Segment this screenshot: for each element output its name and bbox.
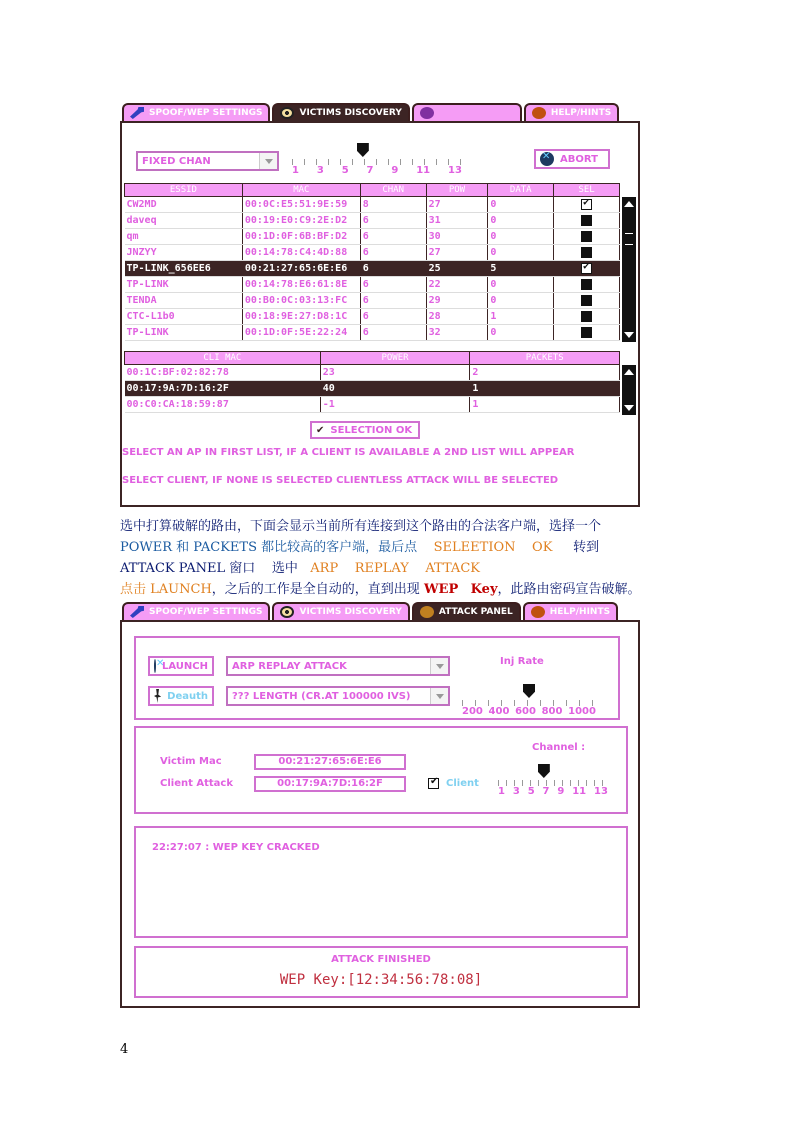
eye-icon	[280, 107, 294, 119]
tick-label: 13	[448, 165, 462, 176]
ap-cell-pow: 29	[426, 293, 488, 309]
select-checkbox[interactable]	[581, 279, 592, 290]
scroll-down-icon[interactable]	[624, 332, 634, 338]
doc-line-1: 选中打算破解的路由，下面会显示当前所有连接到这个路由的合法客户端，选择一个	[120, 519, 602, 534]
selection-ok-button[interactable]: ✔ SELECTION OK	[310, 421, 420, 439]
attack-channel-tick-labels	[498, 786, 608, 797]
tick-label: 400	[488, 706, 510, 717]
tab-spoof-wep-settings[interactable]: SPOOF/WEP SETTINGS	[122, 103, 270, 121]
deauth-button[interactable]: Deauth	[148, 686, 214, 706]
select-checkbox[interactable]	[581, 199, 592, 210]
ap-cell-essid: qm	[125, 229, 243, 245]
ap-table-row[interactable]	[125, 261, 620, 277]
chevron-down-icon	[430, 688, 448, 704]
gear-icon	[420, 606, 434, 618]
ap-cell-sel	[554, 213, 620, 229]
tick-label: 3	[316, 165, 324, 176]
ap-cell-sel	[554, 229, 620, 245]
help-icon	[532, 107, 546, 119]
client-cell-packets: 2	[470, 365, 620, 381]
ap-cell-data: 0	[488, 325, 554, 341]
select-checkbox[interactable]	[581, 215, 592, 226]
close-icon	[540, 152, 554, 166]
ap-cell-chan: 6	[360, 309, 426, 325]
ap-table-row[interactable]	[125, 245, 620, 261]
ap-table-row[interactable]	[125, 229, 620, 245]
ap-table-row[interactable]	[125, 309, 620, 325]
ap-cell-mac: 00:14:78:E6:61:8E	[242, 277, 360, 293]
tab-spoof-wep-settings[interactable]: SPOOF/WEP SETTINGS	[122, 602, 270, 620]
tick-label: 9	[391, 165, 399, 176]
ap-cell-data: 0	[488, 293, 554, 309]
ap-cell-data: 0	[488, 245, 554, 261]
client-table-row[interactable]	[125, 397, 620, 413]
wrench-icon	[130, 107, 144, 119]
eye-icon	[280, 606, 294, 618]
client-cell-power: -1	[320, 397, 470, 413]
ap-table-row[interactable]	[125, 197, 620, 213]
log-section	[134, 826, 628, 938]
ap-cell-chan: 6	[360, 293, 426, 309]
ap-cell-pow: 31	[426, 213, 488, 229]
ap-cell-sel	[554, 309, 620, 325]
tick-label: 11	[572, 786, 587, 797]
ap-cell-mac: 00:1D:0F:6B:BF:D2	[242, 229, 360, 245]
client-table-row[interactable]	[125, 365, 620, 381]
checkmark-icon: ✔	[316, 424, 325, 436]
ap-cell-data: 0	[488, 229, 554, 245]
select-checkbox[interactable]	[581, 311, 592, 322]
tick-label: 1000	[568, 706, 596, 717]
client-cell-power: 23	[320, 365, 470, 381]
ap-cell-pow: 32	[426, 325, 488, 341]
ap-table-row[interactable]	[125, 325, 620, 341]
ap-cell-chan: 6	[360, 261, 426, 277]
victim-mac-label: Victim Mac	[160, 756, 222, 767]
ap-scrollbar[interactable]	[622, 197, 636, 342]
tab-bar-2	[122, 602, 620, 620]
doc-line-4: 点击 LAUNCH，之后的工作是全自动的，直到出现 WEP Key，此路由密码宣告破解。	[120, 582, 641, 597]
tab-attack-panel[interactable]	[412, 103, 522, 121]
ap-cell-data: 0	[488, 277, 554, 293]
ap-cell-essid: TENDA	[125, 293, 243, 309]
ap-cell-mac: 00:18:9E:27:D8:1C	[242, 309, 360, 325]
client-cell-mac: 00:C0:CA:18:59:87	[125, 397, 321, 413]
tick-label: 800	[541, 706, 563, 717]
client-column-header[interactable]: POWER	[320, 352, 470, 365]
slider-thumb[interactable]	[357, 143, 369, 157]
client-attack-field[interactable]: 00:17:9A:7D:16:2F	[254, 776, 406, 792]
ap-table-row[interactable]	[125, 293, 620, 309]
tick-label: 11	[416, 165, 431, 176]
scroll-grip-icon	[625, 233, 633, 245]
tick-label: 1	[498, 786, 505, 797]
tab-victims-discovery[interactable]: VICTIMS DISCOVERY	[272, 602, 409, 620]
client-column-header[interactable]: CLI MAC	[125, 352, 321, 365]
ap-cell-chan: 6	[360, 277, 426, 293]
tab-attack-panel[interactable]: ATTACK PANEL	[412, 602, 521, 620]
length-select[interactable]: ??? LENGTH (CR.AT 100000 IVS)	[226, 686, 450, 706]
tick-label: 200	[462, 706, 483, 717]
scroll-up-icon[interactable]	[624, 201, 634, 207]
ap-column-header[interactable]: MAC	[242, 184, 360, 197]
attack-finished-label: ATTACK FINISHED	[331, 954, 431, 965]
slider-thumb[interactable]	[538, 764, 550, 778]
ap-cell-chan: 6	[360, 229, 426, 245]
ap-cell-chan: 8	[360, 197, 426, 213]
gear-icon	[420, 107, 434, 119]
help-icon	[531, 606, 545, 618]
ap-cell-mac: 00:14:78:C4:4D:88	[242, 245, 360, 261]
client-cell-power: 40	[320, 381, 470, 397]
launch-icon	[154, 659, 156, 673]
tick-label: 5	[341, 165, 349, 176]
ap-cell-essid: CW2MD	[125, 197, 243, 213]
inj-rate-label: Inj Rate	[500, 656, 544, 667]
client-scrollbar[interactable]	[622, 365, 636, 415]
ap-cell-chan: 6	[360, 213, 426, 229]
chevron-down-icon	[259, 153, 277, 169]
client-cell-packets: 1	[470, 397, 620, 413]
channel-tick-labels	[292, 165, 462, 176]
page-number: 4	[120, 1042, 129, 1057]
victim-mac-field[interactable]: 00:21:27:65:6E:E6	[254, 754, 406, 770]
ap-cell-essid: TP-LINK_656EE6	[125, 261, 243, 277]
client-cell-mac: 00:1C:BF:02:82:78	[125, 365, 321, 381]
doc-line-2: POWER 和 PACKETS 都比较高的客户端，最后点 SELEETION OK 转到	[120, 540, 600, 555]
ap-cell-essid: JNZYY	[125, 245, 243, 261]
channel-label: Channel :	[532, 742, 586, 753]
ap-cell-pow: 27	[426, 245, 488, 261]
attack-type-select[interactable]: ARP REPLAY ATTACK	[226, 656, 450, 676]
client-column-header[interactable]: PACKETS	[470, 352, 620, 365]
ap-cell-data: 5	[488, 261, 554, 277]
abort-button[interactable]: ✕ ABORT	[534, 149, 610, 169]
tick-label: 5	[527, 786, 535, 797]
ap-cell-data: 1	[488, 309, 554, 325]
tick-label: 7	[366, 165, 374, 176]
ap-cell-essid: CTC-L1b0	[125, 309, 243, 325]
ap-cell-pow: 28	[426, 309, 488, 325]
tick-label: 13	[594, 786, 608, 797]
ap-cell-pow: 22	[426, 277, 488, 293]
log-line: 22:27:07 : WEP KEY CRACKED	[152, 842, 320, 853]
tab-help-hints[interactable]: HELP/HINTS	[524, 103, 619, 121]
client-table	[124, 351, 620, 413]
attack-settings-section	[134, 636, 620, 720]
tab-victims-discovery[interactable]: VICTIMS DISCOVERY	[272, 103, 409, 121]
wep-key-result: WEP Key:[12:34:56:78:08]	[279, 972, 483, 988]
ap-column-header[interactable]: ESSID	[125, 184, 243, 197]
ap-cell-sel	[554, 325, 620, 341]
ap-cell-sel	[554, 245, 620, 261]
tick-label: 600	[515, 706, 536, 717]
ap-table-row[interactable]	[125, 213, 620, 229]
ap-column-header[interactable]: CHAN	[360, 184, 426, 197]
ap-cell-pow: 25	[426, 261, 488, 277]
ap-cell-sel	[554, 261, 620, 277]
select-checkbox[interactable]	[581, 263, 592, 274]
launch-button[interactable]: ✕ LAUNCH	[148, 656, 214, 676]
scroll-up-icon[interactable]	[624, 369, 634, 375]
channel-slider[interactable]	[292, 151, 462, 181]
ap-cell-essid: TP-LINK	[125, 277, 243, 293]
tick-label: 3	[512, 786, 520, 797]
scroll-down-icon[interactable]	[624, 405, 634, 411]
ap-cell-essid: TP-LINK	[125, 325, 243, 341]
client-attack-label: Client Attack	[160, 778, 233, 789]
ap-column-header[interactable]: POW	[426, 184, 488, 197]
hint-select-ap: SELECT AN AP IN FIRST LIST, IF A CLIENT IS AVAILABLE A 2ND LIST WILL APPEAR	[122, 447, 575, 458]
result-section	[134, 946, 628, 998]
ap-cell-mac: 00:0C:E5:51:9E:59	[242, 197, 360, 213]
victim-section	[134, 726, 628, 814]
attack-panel	[120, 620, 640, 1008]
client-cell-packets: 1	[470, 381, 620, 397]
inj-rate-slider[interactable]	[462, 692, 596, 722]
wrench-icon	[130, 606, 144, 618]
ap-table	[124, 183, 620, 341]
tick-label: 7	[542, 786, 550, 797]
tick-label: 1	[292, 165, 299, 176]
select-checkbox[interactable]	[581, 247, 592, 258]
tab-help-hints[interactable]: HELP/HINTS	[523, 602, 618, 620]
slider-thumb[interactable]	[523, 684, 535, 698]
ap-cell-chan: 6	[360, 325, 426, 341]
hint-select-client: SELECT CLIENT, IF NONE IS SELECTED CLIENTLESS ATTACK WILL BE SELECTED	[122, 475, 559, 486]
deauth-icon	[154, 689, 161, 703]
client-cell-mac: 00:17:9A:7D:16:2F	[125, 381, 321, 397]
channel-mode-select[interactable]: FIXED CHAN	[136, 151, 279, 171]
ap-cell-data: 0	[488, 197, 554, 213]
select-checkbox[interactable]	[581, 231, 592, 242]
ap-cell-essid: daveq	[125, 213, 243, 229]
client-table-row[interactable]	[125, 381, 620, 397]
tab-bar-1	[122, 103, 621, 121]
select-checkbox[interactable]	[581, 327, 592, 338]
client-checkbox-label: Client	[446, 778, 479, 789]
ap-column-header[interactable]: DATA	[488, 184, 554, 197]
victims-discovery-panel	[120, 121, 640, 507]
select-checkbox[interactable]	[581, 295, 592, 306]
ap-cell-sel	[554, 197, 620, 213]
ap-cell-pow: 27	[426, 197, 488, 213]
chevron-down-icon	[430, 658, 448, 674]
attack-channel-slider[interactable]	[498, 772, 608, 802]
ap-cell-chan: 6	[360, 245, 426, 261]
ap-cell-mac: 00:21:27:65:6E:E6	[242, 261, 360, 277]
tick-label: 9	[557, 786, 565, 797]
ap-column-header[interactable]: SEL	[554, 184, 620, 197]
doc-line-3: ATTACK PANEL 窗口 选中 ARP REPLAY ATTACK	[120, 561, 480, 576]
ap-cell-sel	[554, 277, 620, 293]
ap-cell-sel	[554, 293, 620, 309]
ap-table-row[interactable]	[125, 277, 620, 293]
client-checkbox[interactable]	[428, 778, 439, 789]
ap-cell-pow: 30	[426, 229, 488, 245]
ap-cell-data: 0	[488, 213, 554, 229]
ap-cell-mac: 00:19:E0:C9:2E:D2	[242, 213, 360, 229]
ap-cell-mac: 00:1D:0F:5E:22:24	[242, 325, 360, 341]
inj-rate-tick-labels	[462, 706, 596, 717]
ap-cell-mac: 00:B0:0C:03:13:FC	[242, 293, 360, 309]
